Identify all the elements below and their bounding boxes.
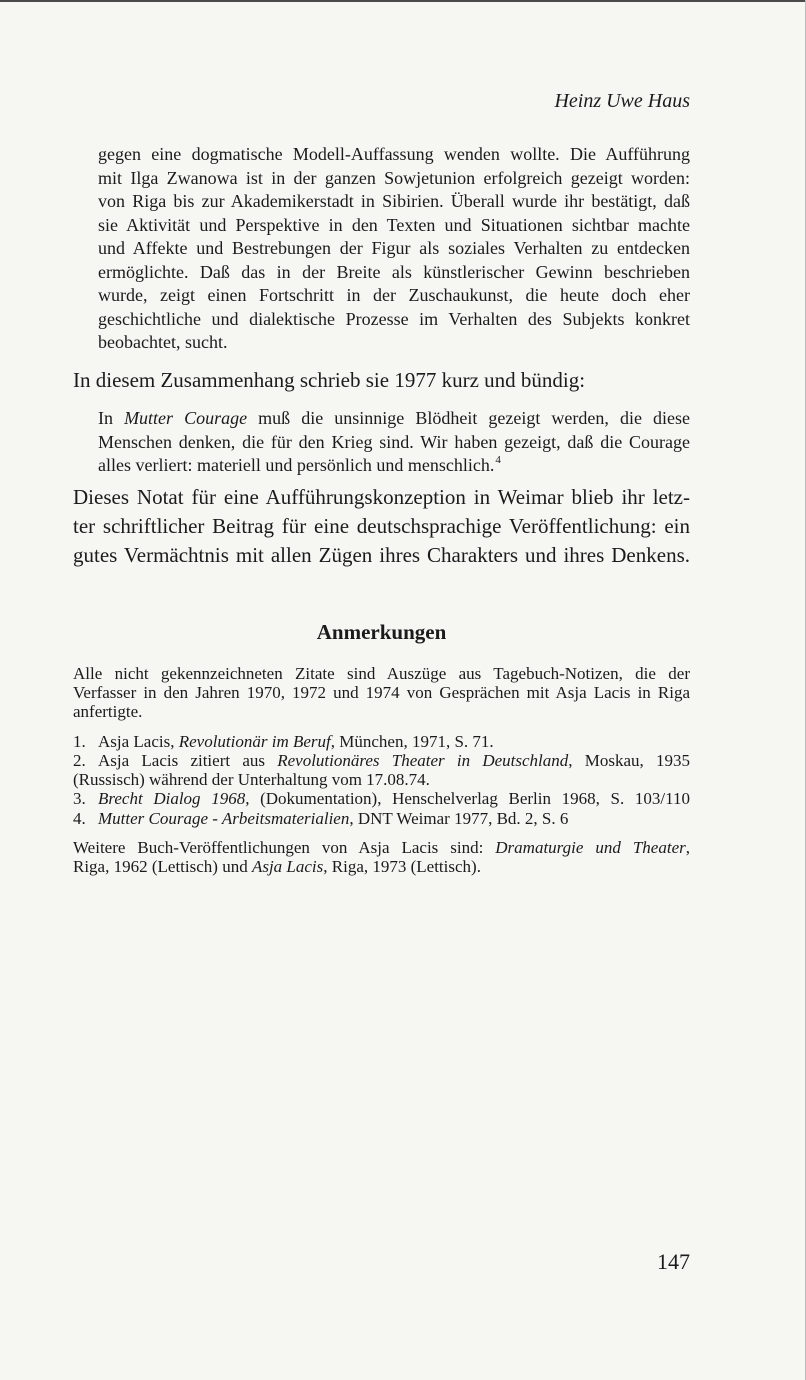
note-text: Riga, 1962 (Lettisch) und [73,856,252,876]
text-line: anfertigte. [73,702,143,722]
quote-line: Menschen denken, die für den Krieg sind. Wir haben gezeigt, daß die Courage [98,431,690,452]
notes-list [73,732,690,828]
text-line: mit Ilga Zwanowa ist in der ganzen Sowjetunion erfolgreich gezeigt worden: [98,167,690,188]
body-paragraph [73,366,690,395]
scan-top-edge [0,0,806,2]
note-item [73,789,690,808]
work-title: Revolutionär im Beruf [178,731,331,751]
note-text: , (Dokumentation), Henschelverlag Berlin 1968, S. 103/110 [245,789,690,809]
work-title: Revolutionäres Theater in Deutschland [277,750,569,770]
quote-line [98,454,690,478]
body-paragraph [73,483,690,570]
quote-text: In [98,408,125,428]
text-line: ermöglichte. Daß das in der Breite als künstlerischer Gewinn beschrieben [98,261,690,282]
text-line: geschichtliche und dialektische Prozesse im Verhalten des Subjekts konkret [98,308,690,329]
text-line: Verfasser in den Jahren 1970, 1972 und 1974 von Gesprächen mit Asja Lacis in Riga [73,682,690,702]
text-line: wurde, zeigt einen Fortschritt in der Zuschaukunst, die heute doch eher [98,285,690,305]
note-number: 2. [73,750,86,770]
quote-text: alles verliert: materiell und persönlich und menschlich. [98,455,495,475]
notes-intro [73,664,690,722]
text-line: gegen eine dogmatische Modell-Auffassung wenden wollte. Die Aufführung [98,144,690,164]
note-item [73,809,690,828]
work-title: Mutter Courage - Arbeitsmaterialien [98,808,350,828]
note-text: , Riga, 1973 (Lettisch). [323,856,481,876]
text-line [73,838,690,857]
note-number: 4. [73,808,86,828]
block-quote [98,407,690,478]
notes-heading: Anmerkungen [316,620,447,644]
note-item-continuation: (Russisch) während der Unterhaltung vom 17.08.74. [73,770,430,790]
running-head: Heinz Uwe Haus [554,90,690,112]
work-title: Brecht Dialog 1968 [98,789,246,809]
work-title: Mutter Courage [124,408,248,428]
text-line [73,857,690,876]
note-number: 3. [73,789,86,809]
note-text: , Moskau, 1935 [568,750,690,770]
note-item [73,751,690,770]
work-title: Dramaturgie und Theater [495,837,686,857]
text-line: ter schriftlicher Beitrag für eine deutschsprachige Veröffentlichung: ein [73,514,690,538]
work-title: Asja Lacis [251,856,324,876]
text-line: Alle nicht gekennzeichneten Zitate sind Auszüge aus Tagebuch-Notizen, die der [73,663,690,683]
note-text: , DNT Weimar 1977, Bd. 2, S. 6 [349,808,569,828]
text-line: sie Aktivität und Perspektive in den Texten und Situationen sichtbar machte [98,214,690,235]
note-text: Asja Lacis, [98,731,179,751]
body-paragraph [98,143,690,355]
text-line: von Riga bis zur Akademikerstadt in Sibirien. Überall wurde ihr bestätigt, daß [98,191,690,211]
text-line: gutes Vermächtnis mit allen Zügen ihres Charakters und ihres Denkens. [73,543,690,567]
note-item [73,732,690,751]
footnote-reference: 4 [495,454,501,466]
note-number: 1. [73,731,86,751]
page-number: 147 [657,1249,690,1274]
quote-text: muß die unsinnige Blödheit gezeigt werden, die diese [247,408,691,428]
note-text: , München, 1971, S. 71. [330,731,494,751]
quote-line [98,407,690,431]
note-text: , [685,837,690,857]
text-line: beobachtet, sucht. [98,332,228,352]
text-line: In diesem Zusammenhang schrieb sie 1977 kurz und bündig: [73,368,586,392]
note-text: Asja Lacis zitiert aus [98,750,278,770]
text-line: Dieses Notat für eine Aufführungskonzeption in Weimar blieb ihr letz- [73,485,690,509]
text-line: und Affekte und Bestrebungen der Figur als soziales Verhalten zu entdecken [98,238,690,258]
note-text: Weitere Buch-Veröffentlichungen von Asja Lacis sind: [73,837,496,857]
notes-further-publications [73,838,690,877]
